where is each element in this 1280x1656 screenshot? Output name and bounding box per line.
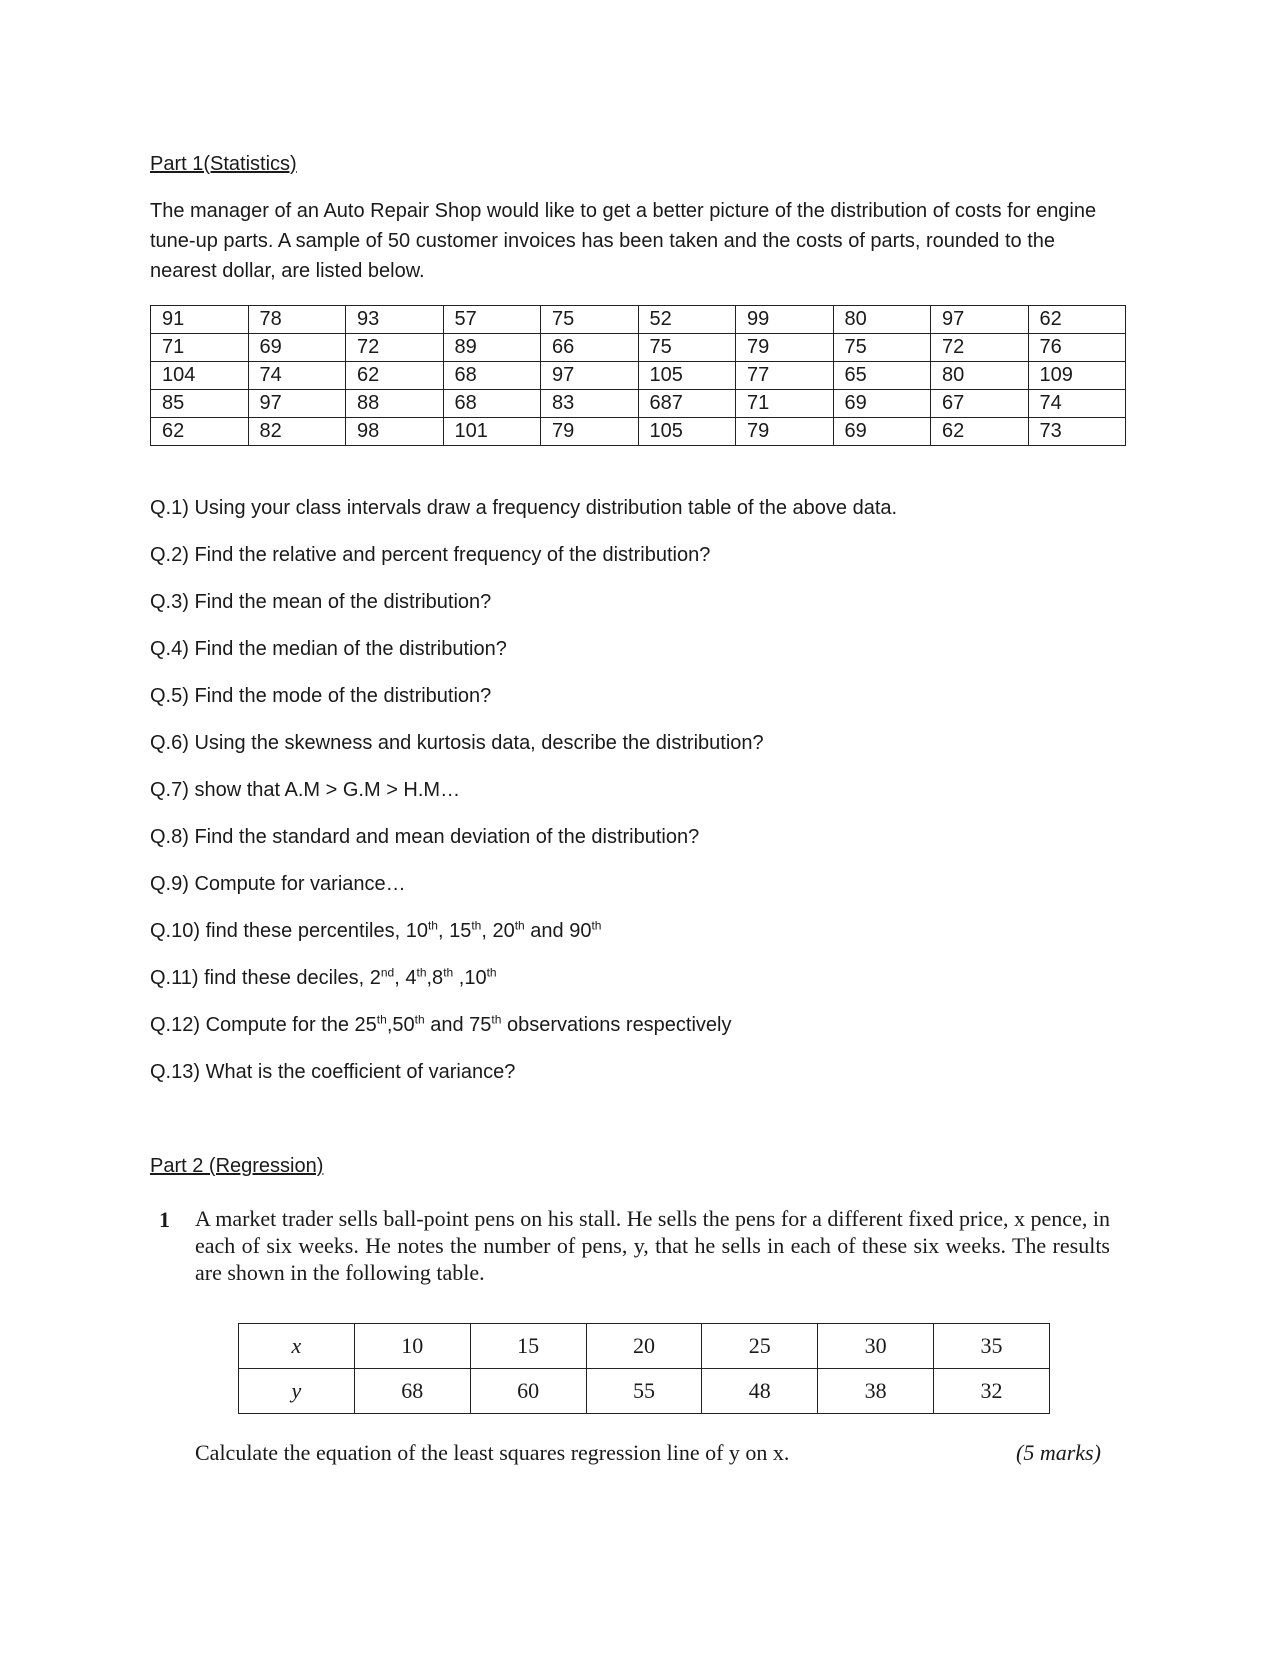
y-value-cell: 60 [470,1369,586,1414]
question-10 [150,918,897,968]
question-10-text: Q.10) find these percentiles, 10 [150,920,428,942]
table-cell: 99 [736,306,834,334]
question-6: Q.6) Using the skewness and kurtosis data, describe the distribution? [150,732,764,754]
table-cell: 75 [833,334,931,362]
table-cell: 101 [443,418,541,446]
table-cell: 62 [346,362,444,390]
question-8: Q.8) Find the standard and mean deviation of the distribution? [150,826,700,848]
ordinal-suffix: th [416,965,427,980]
table-row [151,334,1126,362]
table-cell: 105 [638,418,736,446]
table-cell: 62 [151,418,249,446]
table-cell: 75 [638,334,736,362]
table-cell: 65 [833,362,931,390]
regression-problem: A market trader sells ball-point pens on his stall. He sells the pens for a different fixed price, x pence, in each of six weeks. He notes the number of pens, y, that he sells in each of these six weeks. The results are shown in the following table. [195,1206,1110,1285]
table-cell: 77 [736,362,834,390]
question-12-text: Q.12) Compute for the 25 [150,1014,377,1036]
y-value-cell: 55 [586,1369,702,1414]
table-row [151,390,1126,418]
question-10-text: , 15 [437,920,472,942]
table-cell: 80 [833,306,931,334]
x-value-cell: 35 [934,1324,1050,1369]
x-label: x [239,1324,355,1369]
y-row [239,1369,1050,1414]
table-cell: 91 [151,306,249,334]
table-cell: 62 [1028,306,1126,334]
table-cell: 687 [638,390,736,418]
x-value-cell: 20 [586,1324,702,1369]
table-cell: 74 [248,362,346,390]
table-cell: 105 [638,362,736,390]
ordinal-suffix: th [414,1012,425,1027]
question-11-text: ,8 [426,967,444,989]
question-number: 1 [159,1207,170,1232]
question-12-text: ,50 [386,1014,415,1036]
question-4: Q.4) Find the median of the distribution? [150,638,507,660]
question-5: Q.5) Find the mode of the distribution? [150,685,492,707]
table-cell: 57 [443,306,541,334]
table-cell: 89 [443,334,541,362]
table-cell: 72 [346,334,444,362]
table-cell: 52 [638,306,736,334]
y-value-cell: 38 [818,1369,934,1414]
table-cell: 79 [736,418,834,446]
question-13: Q.13) What is the coefficient of variance? [150,1061,516,1083]
x-value-cell: 30 [818,1324,934,1369]
table-cell: 98 [346,418,444,446]
table-cell: 104 [151,362,249,390]
table-cell: 62 [931,418,1029,446]
y-value-cell: 32 [934,1369,1050,1414]
table-cell: 80 [931,362,1029,390]
table-cell: 79 [736,334,834,362]
table-cell: 71 [736,390,834,418]
part1-title: Part 1(Statistics) [150,153,297,175]
table-cell: 97 [541,362,639,390]
question-7: Q.7) show that A.M > G.M > H.M… [150,779,461,801]
question-1: Q.1) Using your class intervals draw a frequency distribution table of the above data. [150,497,898,519]
question-2: Q.2) Find the relative and percent frequency of the distribution? [150,544,711,566]
ordinal-suffix: nd [380,965,395,980]
ordinal-suffix: th [491,1012,502,1027]
table-cell: 79 [541,418,639,446]
table-cell: 71 [151,334,249,362]
question-12-text: observations respectively [501,1014,732,1036]
regression-table [238,1323,1050,1414]
table-cell: 85 [151,390,249,418]
table-cell: 68 [443,390,541,418]
ordinal-suffix: th [591,918,602,933]
table-row [151,362,1126,390]
question-11-text: Q.11) find these deciles, 2 [150,967,381,989]
table-cell: 75 [541,306,639,334]
ordinal-suffix: th [443,965,454,980]
part2-title: Part 2 (Regression) [150,1155,324,1177]
table-cell: 93 [346,306,444,334]
table-cell: 97 [248,390,346,418]
table-cell: 82 [248,418,346,446]
question-9: Q.9) Compute for variance… [150,873,406,895]
table-cell: 68 [443,362,541,390]
ordinal-suffix: th [486,965,497,980]
ordinal-suffix: th [514,918,525,933]
part1-intro: The manager of an Auto Repair Shop would like to get a better picture of the distribution of costs for engine tune-up parts. A sample of 50 customer invoices has been taken and the costs of parts, rounded to the nearest dollar, are listed below. [150,200,1097,282]
y-label: y [239,1369,355,1414]
table-cell: 69 [248,334,346,362]
table-cell: 74 [1028,390,1126,418]
table-cell: 83 [541,390,639,418]
y-value-cell: 48 [702,1369,818,1414]
question-12 [150,1012,897,1062]
ordinal-suffix: th [471,918,482,933]
x-value-cell: 10 [354,1324,470,1369]
regression-instruction: Calculate the equation of the least squares regression line of y on x. [195,1440,790,1465]
table-cell: 72 [931,334,1029,362]
table-cell: 69 [833,390,931,418]
question-10-text: and 90 [524,920,592,942]
ordinal-suffix: th [376,1012,387,1027]
cost-data-table [150,305,1126,446]
question-11-text: , 4 [394,967,417,989]
table-cell: 66 [541,334,639,362]
question-11 [150,965,897,1015]
question-11-text: ,10 [453,967,487,989]
question-list [150,498,897,1109]
table-cell: 97 [931,306,1029,334]
x-row [239,1324,1050,1369]
table-cell: 78 [248,306,346,334]
table-cell: 76 [1028,334,1126,362]
table-cell: 73 [1028,418,1126,446]
question-12-text: and 75 [424,1014,492,1036]
table-row [151,418,1126,446]
table-cell: 88 [346,390,444,418]
table-cell: 67 [931,390,1029,418]
table-cell: 69 [833,418,931,446]
marks-label: (5 marks) [1016,1440,1101,1465]
table-row [151,306,1126,334]
ordinal-suffix: th [427,918,438,933]
question-10-text: , 20 [481,920,515,942]
table-cell: 109 [1028,362,1126,390]
x-value-cell: 15 [470,1324,586,1369]
x-value-cell: 25 [702,1324,818,1369]
question-3: Q.3) Find the mean of the distribution? [150,591,492,613]
y-value-cell: 68 [354,1369,470,1414]
